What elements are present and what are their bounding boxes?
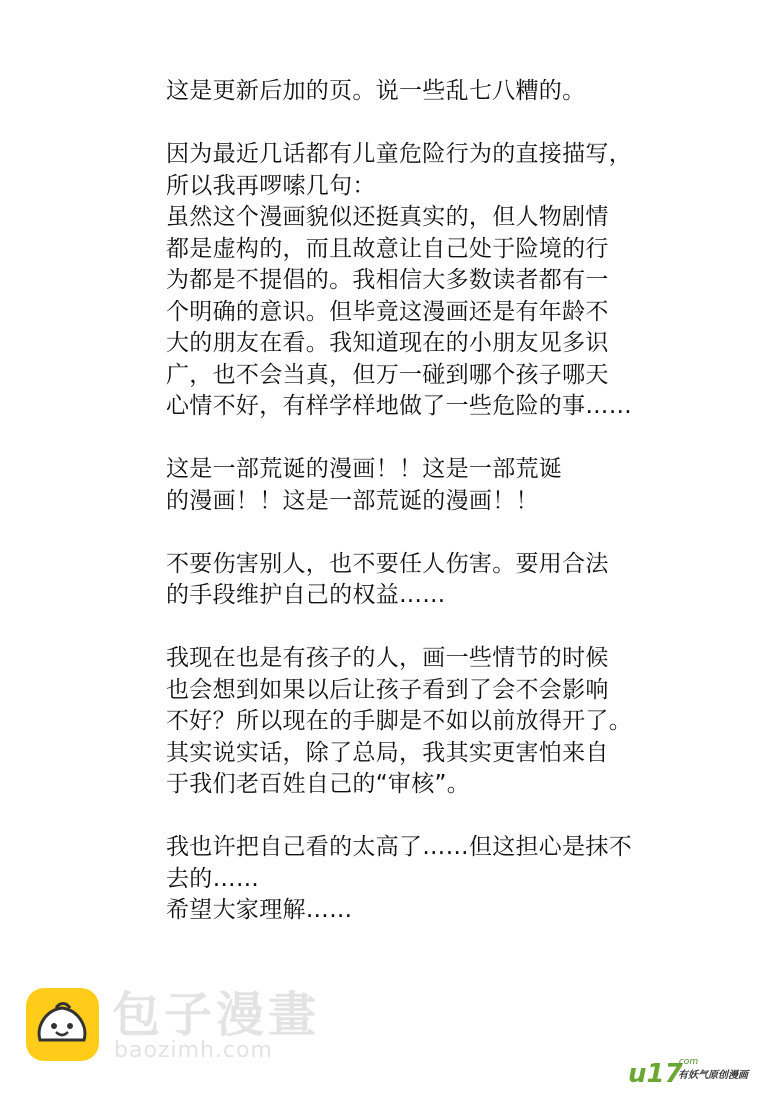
u17-logo	[628, 1055, 770, 1089]
text-line: 这是一部荒诞的漫画！！这是一部荒诞	[166, 456, 563, 482]
u17-mark: u17	[628, 1059, 683, 1089]
text-line: 大的朋友在看。我知道现在的小朋友见多识	[166, 330, 609, 356]
text-line: 这是更新后加的页。说一些乱七八糟的。	[166, 78, 586, 104]
text-line: 也会想到如果以后让孩子看到了会不会影响	[166, 676, 609, 703]
text-line: 不要伤害别人，也不要任人伤害。要用合法	[166, 550, 609, 577]
watermark-name: 包子漫畫	[112, 987, 321, 1043]
text-line: 心情不好，有样学样地做了一些危险的事……	[166, 393, 632, 419]
text-line: 所以我再啰嗦几句：	[166, 172, 376, 199]
text-line: 于我们老百姓自己的“审核”。	[166, 771, 471, 797]
paragraph-gap	[166, 108, 666, 140]
text-line: 的漫画！！这是一部荒诞的漫画！！	[166, 487, 539, 514]
text-line: 希望大家理解……	[166, 897, 353, 923]
text-line: 的手段维护自己的权益……	[166, 582, 446, 608]
bun-face-icon	[26, 988, 99, 1061]
text-line: 因为最近几话都有儿童危险行为的直接描写，	[166, 141, 632, 167]
text-line: 我现在也是有孩子的人，画一些情节的时候	[166, 645, 609, 671]
watermark-url: baozimh.com	[114, 1038, 273, 1063]
text-line: 为都是不提倡的。我相信大多数读者都有一	[166, 267, 609, 293]
u17-slogan: 有妖气原创漫画	[678, 1070, 748, 1081]
text-line: 不好？所以现在的手脚是不如以前放得开了。	[166, 708, 632, 734]
afterword-text	[166, 76, 666, 927]
paragraph-gap	[166, 801, 666, 833]
text-line: 广，也不会当真，但万一碰到哪个孩子哪天	[166, 361, 609, 388]
paragraph-gap	[166, 612, 666, 644]
text-line: 我也许把自己看的太高了……但这担心是抹不	[166, 834, 632, 860]
paragraph-gap	[166, 423, 666, 455]
paragraph-gap	[166, 517, 666, 549]
text-line: 都是虚构的，而且故意让自己处于险境的行	[166, 235, 609, 262]
text-line: 其实说实话，除了总局，我其实更害怕来自	[166, 739, 609, 766]
u17-domain: .com	[676, 1057, 699, 1067]
text-line: 去的……	[166, 865, 260, 892]
baozimh-watermark	[26, 988, 326, 1063]
text-line: 虽然这个漫画貌似还挺真实的，但人物剧情	[166, 204, 609, 230]
text-line: 个明确的意识。但毕竟这漫画还是有年龄不	[166, 298, 609, 325]
